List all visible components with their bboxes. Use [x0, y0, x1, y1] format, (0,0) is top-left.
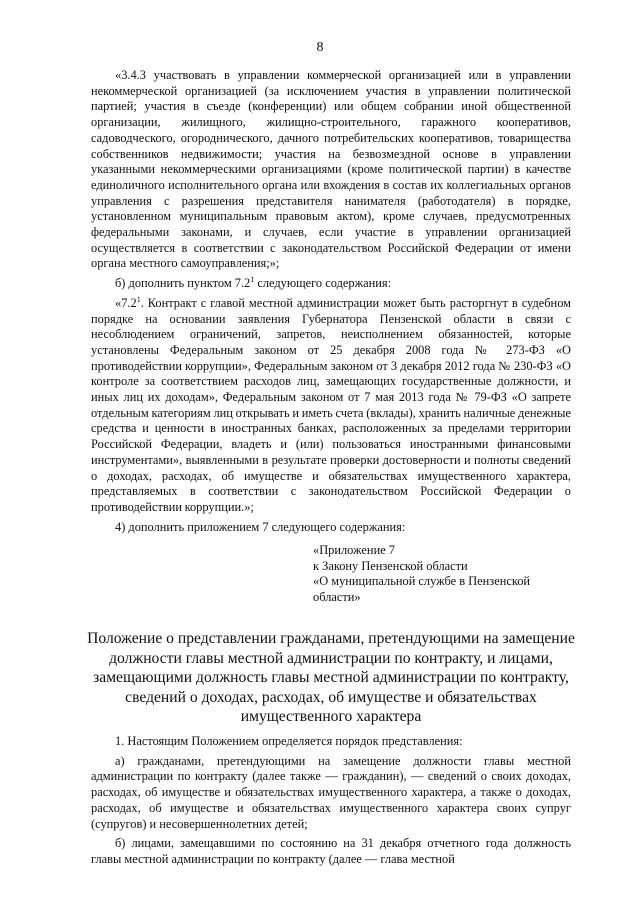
- paragraph-7-2-1-text: . Контракт с главой местной администрации может быть расторгнут в судебном порядке на основании заявления Губернатора Пензенской области в связи с несоблюдением ограничений, запретов, неисполнением обязанностей, которые установлены Федеральным законом от 25 декабря 2008 года № 273-ФЗ «О противодействии коррупции», Федеральным законом от 3 декабря 2012 года № 230-ФЗ «О контроле за соответствием расходов лиц, замещающих государственные должности, и иных лиц их доходам», Федеральным законом от 7 мая 2013 года № 79-ФЗ «О запрете отдельным категориям лиц открывать и иметь счета (вклады), хранить наличные денежные средства и ценности в иностранных банках, расположенных за пределами территории Российской Федерации, владеть и (или) пользоваться иностранными финансовыми инструментами», выявленными в результате проверки достоверности и полноты сведений о доходах, расходах, об имуществе и обязательствах имущественного характера, представляемых в соответствии с законодательством Российской Федерации о противодействии коррупции.»;: [91, 295, 571, 514]
- item-a: а) гражданами, претендующими на замещение должности главы местной администрации по контракту (далее также — гражданин), — сведений о своих доходах, расходах, об имуществе и обязательствах имущественного характера, а также о доходах, расходах, об имуществе и обязательствах имущественного характера своих супруг (супругов) и несовершеннолетних детей;: [91, 753, 571, 831]
- page-number: 8: [316, 40, 324, 55]
- paragraph-7-2-1-superscript: 1: [136, 294, 141, 304]
- paragraph-b-superscript: 1: [250, 275, 255, 285]
- paragraph-3-4-3: «3.4.3 участвовать в управлении коммерческой организацией или в управлении некоммерческой организацией (за исключением участия в управлении политической партией; участия в съезде (конференции) или общем собрании иной общественной организации, жилищного, жилищно-строительного, гаражного кооперативов, садоводческого, огороднического, дачного потребительских кооперативов, товарищества собственников недвижимости; участия на безвозмездной основе в управлении указанными некоммерческими организациями (кроме политической партии) в качестве единоличного исполнительного органа или вхождения в состав их коллегиальных органов управления с разрешения представителя нанимателя (работодателя) в порядке, установленном муниципальным правовым актом), кроме случаев, предусмотренных федеральными законами, и случаев, если участие в управлении организацией осуществляется в соответствии с законодательством Российской Федерации от имени органа местного самоуправления;»;: [91, 68, 571, 271]
- section-title: Положение о представлении гражданами, претендующими на замещение должности главы местной администрации по контракту, и лицами, замещающими должность главы местной администрации по контракту, сведений о доходах, расходах, об имуществе и обязательствах имущественного характера: [87, 630, 575, 726]
- appendix-heading: [313, 543, 571, 605]
- paragraph-7-2-1-number: «7.2: [115, 295, 137, 310]
- paragraph-b-suffix: следующего содержания:: [254, 276, 392, 291]
- paragraph-b-amendment: [91, 276, 571, 292]
- item-b: б) лицами, замещавшими по состоянию на 31 декабря отчетного года должность главы местной администрации по контракту (далее — глава местной: [91, 836, 571, 866]
- paragraph-b-prefix: б) дополнить пунктом 7.2: [115, 276, 251, 291]
- appendix-line-3: «О муниципальной службе в Пензенской области»: [313, 574, 531, 604]
- paragraph-7-2-1: [91, 296, 571, 516]
- appendix-line-1: «Приложение 7: [313, 543, 395, 558]
- document-body: [87, 68, 575, 868]
- paragraph-4-amendment: 4) дополнить приложением 7 следующего содержания:: [115, 519, 406, 534]
- appendix-line-2: к Закону Пензенской области: [313, 558, 468, 573]
- item-1: 1. Настоящим Положением определяется порядок представления:: [115, 733, 463, 748]
